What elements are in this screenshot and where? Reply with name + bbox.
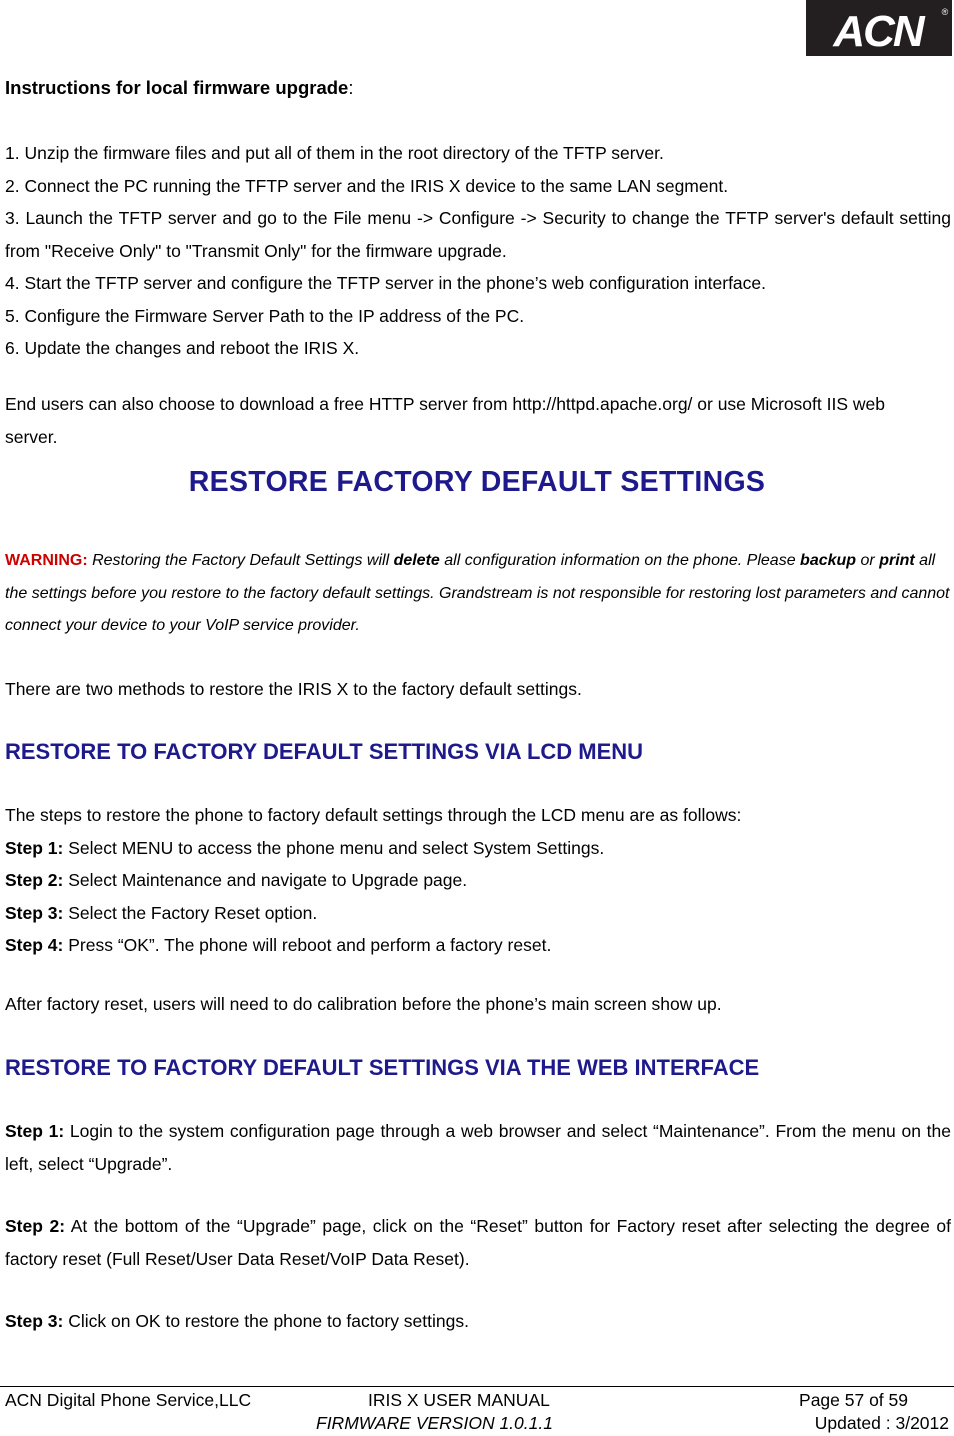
warning-text: or (856, 552, 880, 569)
instructions-heading-text: Instructions for local firmware upgrade (5, 77, 349, 98)
warning-emphasis-backup: backup (800, 552, 857, 569)
footer-page-number: Page 57 of 59 (799, 1390, 908, 1410)
step-label: Step 1: (5, 837, 64, 858)
lcd-menu-heading: RESTORE TO FACTORY DEFAULT SETTINGS VIA LCD MENU (5, 739, 644, 764)
warning-emphasis-delete: delete (393, 552, 440, 569)
instruction-steps (5, 137, 951, 365)
step-label: Step 1: (5, 1121, 65, 1141)
http-server-note: End users can also choose to download a free HTTP server from http://httpd.apache.org/ or use Microsoft IIS web server. (5, 394, 885, 447)
step-label: Step 4: (5, 935, 64, 955)
lcd-step (5, 832, 951, 865)
footer-updated-date: Updated : 3/2012 (814, 1413, 949, 1433)
step-text: At the bottom of the “Upgrade” page, click on the “Reset” button for Factory reset after selecting the degree of factory reset (Full Reset/User Data Reset/VoIP Data Reset). (5, 1216, 951, 1269)
step-label: Step 3: (5, 1311, 64, 1331)
web-step (5, 1210, 951, 1275)
footer-divider (0, 1386, 954, 1387)
instruction-step: 5. Configure the Firmware Server Path to the IP address of the PC. (5, 305, 525, 326)
lcd-step (5, 864, 951, 897)
lcd-intro: The steps to restore the phone to factory default settings through the LCD menu are as follows: (5, 805, 742, 825)
lcd-step (5, 929, 951, 962)
instruction-step: 3. Launch the TFTP server and go to the File menu -> Configure -> Security to change the TFTP server's default setting from "Receive Only" to "Transmit Only" for the firmware upgrade. (5, 208, 951, 261)
instruction-step: 1. Unzip the firmware files and put all of them in the root directory of the TFTP server. (5, 143, 664, 163)
footer-manual-title: IRIS X USER MANUAL (368, 1390, 550, 1410)
restore-section-title: RESTORE FACTORY DEFAULT SETTINGS (188, 466, 766, 498)
instruction-step: 4. Start the TFTP server and configure the TFTP server in the phone’s web configuration interface. (5, 273, 767, 293)
warning-text: all the settings before you restore to the factory default settings. Grandstream is not responsible for restoring lost parameters and cannot connect your device to your VoIP service provider. (5, 552, 950, 634)
acn-logo-mark (806, 0, 952, 56)
instructions-heading (5, 74, 951, 102)
acn-logo (806, 0, 952, 56)
warning-text: Restoring the Factory Default Settings will (87, 552, 394, 569)
warning-text: all configuration information on the phone. Please (439, 552, 801, 569)
footer-firmware-version: FIRMWARE VERSION 1.0.1.1 (316, 1413, 553, 1433)
instruction-step: 2. Connect the PC running the TFTP server and the IRIS X device to the same LAN segment. (5, 175, 729, 196)
step-text: Select the Factory Reset option. (63, 902, 318, 923)
logo-text: ACN (833, 7, 923, 56)
step-text: Press “OK”. The phone will reboot and perform a factory reset. (63, 935, 552, 955)
instruction-step: 6. Update the changes and reboot the IRIS X. (5, 338, 360, 358)
step-label: Step 3: (5, 902, 64, 923)
web-interface-heading: RESTORE TO FACTORY DEFAULT SETTINGS VIA THE WEB INTERFACE (5, 1055, 760, 1080)
lcd-step (5, 897, 951, 930)
warning-label: WARNING: (5, 552, 88, 569)
step-text: Select Maintenance and navigate to Upgrade page. (63, 870, 468, 890)
step-label: Step 2: (5, 870, 64, 890)
web-step (5, 1305, 951, 1338)
lcd-steps (5, 799, 951, 962)
after-reset-note: After factory reset, users will need to do calibration before the phone’s main screen show up. (5, 994, 722, 1014)
registered-mark: ® (941, 7, 949, 17)
footer-company: ACN Digital Phone Service,LLC (5, 1390, 252, 1410)
restore-intro: There are two methods to restore the IRIS X to the factory default settings. (5, 679, 582, 699)
step-text: Click on OK to restore the phone to factory settings. (63, 1311, 469, 1331)
warning-emphasis-print: print (879, 552, 915, 569)
step-text: Login to the system configuration page through a web browser and select “Maintenance”. From the menu on the left, select “Upgrade”. (5, 1121, 951, 1174)
web-step (5, 1115, 951, 1180)
warning-paragraph (5, 545, 951, 643)
step-text: Select MENU to access the phone menu and select System Settings. (63, 837, 605, 858)
step-label: Step 2: (5, 1216, 66, 1236)
instructions-heading-colon: : (348, 77, 354, 98)
